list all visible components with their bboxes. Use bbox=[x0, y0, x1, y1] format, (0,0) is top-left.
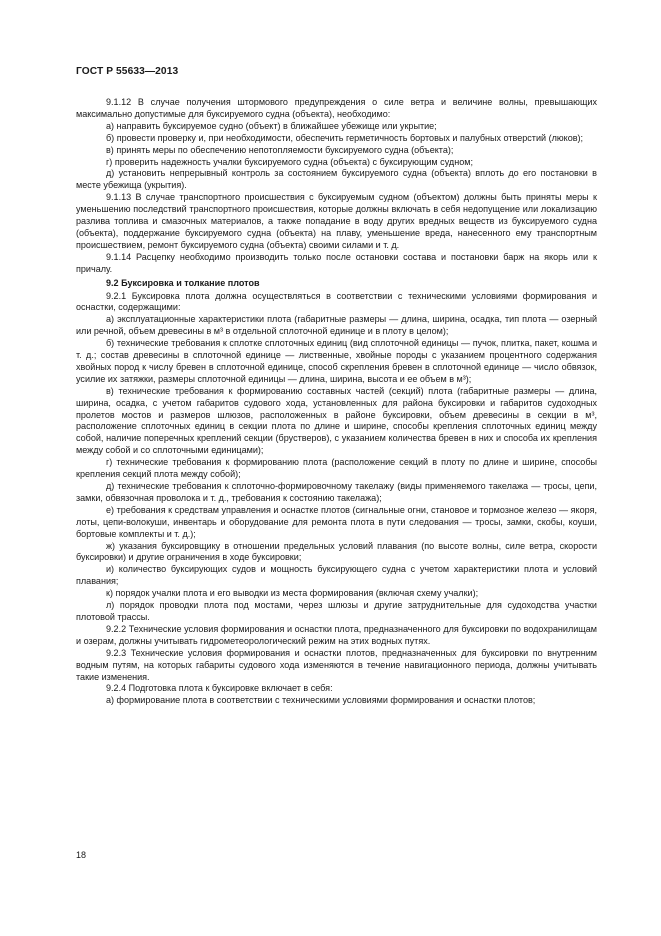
list-item-d: д) технические требования к сплоточно-формировочному такелажу (виды применяемого такелажа — тросы, цепи, замки, обвязочная проволока и т. д., требования к состоянию такелажа); bbox=[76, 481, 597, 503]
list-item-zh: ж) указания буксировщику в отношении предельных условий плавания (по высоте волны, силе ветра, скорости буксировки) и другие ограничения в ходе буксировки; bbox=[76, 540, 597, 563]
paragraph-9-1-13: 9.1.13 В случае транспортного происшествия с буксируемым судном (объектом) должны быть приняты меры к уменьшению последствий транспортного происшествия, которые должны включать в себя недопущение или локализацию разлива топлива и смазочных материалов, а также попадание в воду других вредных веществ из буксируемого судна (объекта), поддержание буксируемого судна (объекта) на плаву, уменьшение вреда, нанесенного ему транспортным происшествием, ремонт буксируемого судна (объекта) своими силами и т. д. bbox=[76, 192, 597, 250]
document-body bbox=[76, 97, 597, 707]
list-item-d: д) установить непрерывный контроль за состоянием буксируемого судна (объекта) вплоть до его постановки в месте убежища (укрытия). bbox=[76, 168, 597, 191]
list-item-a: а) эксплуатационные характеристики плота (габаритные размеры — длина, ширина, осадка, тип плота — озерный или речной, объем древесины в м³ в отдельной сплоточной единице и в плоту в целом); bbox=[76, 314, 597, 337]
list-item-v: в) принять меры по обеспечению непотопляемости буксируемого судна (объекта); bbox=[106, 144, 454, 155]
list-item-b: б) провести проверку и, при необходимости, обеспечить герметичность бортовых и палубных отверстий (люков); bbox=[106, 132, 584, 143]
list-item-v: в) технические требования к формированию составных частей (секций) плота (габаритные размеры — длина, ширина, осадка, с учетом габаритов судового хода, установленных для района буксировки и габаритов судоходных пролетов мостов и размеров шлюзов, расположенных в районе буксировки, объем древесины в секции в м³, расположение сплоточных единиц в секции плота по длине и ширине, способы крепления сплоточных единиц между собой, наличие поперечных креплений секции (брустверов), с указанием количества бревен в них и способа их крепления между собой и со сплоточными единицами); bbox=[76, 385, 597, 456]
paragraph-9-1-14: 9.1.14 Расцепку необходимо производить только после остановки состава и постановки барж на якорь или к причалу. bbox=[76, 251, 597, 274]
section-heading-9-2: 9.2 Буксировка и толкание плотов bbox=[106, 277, 260, 288]
list-item-k: к) порядок учалки плота и его выводки из места формирования (включая схему учалки); bbox=[106, 588, 479, 599]
list-item-g: г) проверить надежность учалки буксируемого судна (объекта) с буксирующим судном; bbox=[106, 156, 473, 167]
list-item-l: л) порядок проводки плота под мостами, через шлюзы и другие затруднительные для судоходства участки плотовой трассы. bbox=[76, 600, 597, 622]
paragraph-9-2-1: 9.2.1 Буксировка плота должна осуществляться в соответствии с техническими условиями формирования и оснастки, содержащими: bbox=[76, 290, 597, 313]
paragraph-9-2-2: 9.2.2 Технические условия формирования и оснастки плота, предназначенного для буксировки по водохранилищам и озерам, должны учитывать гидрометеорологический режим на этих водных путях. bbox=[76, 623, 597, 646]
page-number: 18 bbox=[76, 850, 87, 860]
paragraph-9-2-3: 9.2.3 Технические условия формирования и оснастки плотов, предназначенных для буксировки по внутренним водным путям, на которых габариты судового хода изменяются в течение навигационного периода, должны учитывать такие изменения. bbox=[76, 647, 597, 682]
list-item-g: г) технические требования к формированию плота (расположение секций в плоту по длине и ширине, способы крепления секций плота между собой); bbox=[76, 457, 597, 480]
paragraph-9-1-12: 9.1.12 В случае получения штормового предупреждения о силе ветра и величине волны, превышающих максимально допустимые для буксируемого судна (объекта), необходимо: bbox=[76, 97, 597, 119]
document-header: ГОСТ Р 55633—2013 bbox=[76, 66, 179, 77]
list-item-i: и) количество буксирующих судов и мощность буксирующего судна с учетом характеристики плота и условий плавания; bbox=[76, 564, 597, 587]
list-item-b: б) технические требования к сплотке сплоточных единиц (вид сплоточной единицы — пучок, плитка, пакет, кошма и т. д.; состав древесины в сплоточной единице — лиственные, хвойные породы с указанием процентного содержания хвойных пород к числу бревен в сплоточной единице, способ скрепления бревен в сплоточной единице — число обвязок, усилие их затяжки, размеры сплоточной единицы — длина, ширина, высота и ее объем в м³); bbox=[76, 338, 597, 384]
paragraph-9-2-4: 9.2.4 Подготовка плота к буксировке включает в себя: bbox=[106, 683, 333, 694]
list-item-a: а) формирование плота в соответствии с техническими условиями формирования и оснастки плотов; bbox=[106, 695, 536, 706]
list-item-a: а) направить буксируемое судно (объект) в ближайшее убежище или укрытие; bbox=[106, 120, 437, 131]
list-item-e: е) требования к средствам управления и оснастке плотов (сигнальные огни, становое и тормозное железо — якоря, лоты, цепи-волокуши, инвентарь и оборудование для ремонта плота в пути следования — тросы, замки, скобы, коуши, бортовые комплекты и т. д.); bbox=[76, 504, 597, 539]
